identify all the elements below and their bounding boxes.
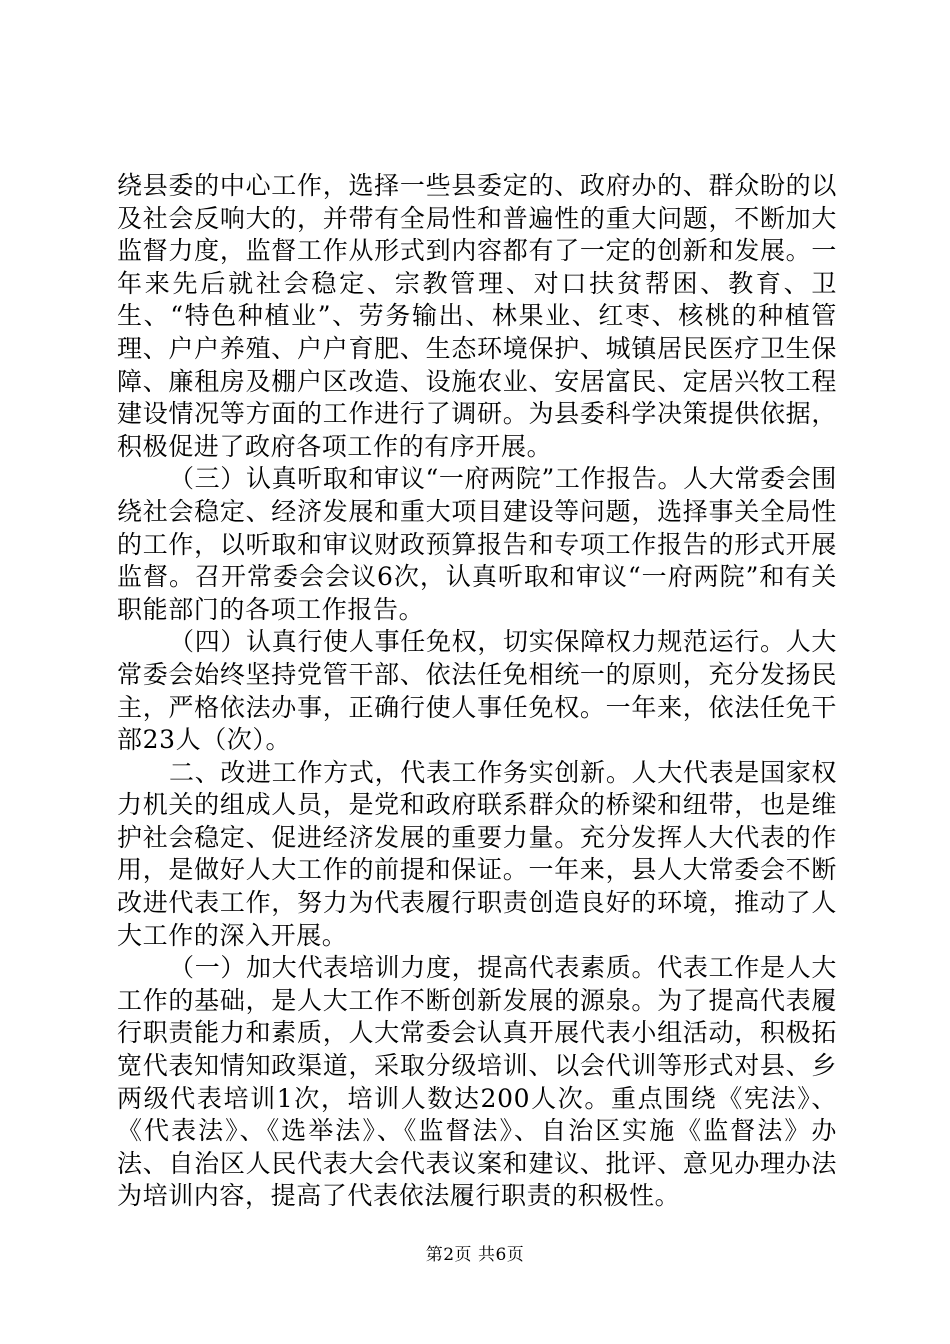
paragraph-part-2-section-1: （一）加大代表培训力度，提高代表素质。代表工作是人大工作的基础，是人大工作不断创新发展的源泉。为了提高代表履行职责能力和素质，人大常委会认真开展代表小组活动，积极拓宽代表知情知政渠道，采取分级培训、以会代训等形式对县、乡两级代表培训1次，培训人数达200人次。重点围绕《宪法》、《代表法》、《选举法》、《监督法》、自治区实施《监督法》办法、自治区人民代表大会代表议案和建议、批评、意见办理办法为培训内容，提高了代表依法履行职责的积极性。 bbox=[117, 953, 837, 1211]
paragraph-section-4: （四）认真行使人事任免权，切实保障权力规范运行。人大常委会始终坚持党管干部、依法任免相统一的原则，充分发扬民主，严格依法办事，正确行使人事任免权。一年来，依法任免干部23人（次）。 bbox=[117, 627, 837, 755]
paragraph-section-3: （三）认真听取和审议“一府两院”工作报告。人大常委会围绕社会稳定、经济发展和重大项目建设等问题，选择事关全局性的工作，以听取和审议财政预算报告和专项工作报告的形式开展监督。召开常委会会议6次，认真听取和审议“一府两院”和有关职能部门的各项工作报告。 bbox=[117, 464, 837, 624]
paragraph-continuation: 绕县委的中心工作，选择一些县委定的、政府办的、群众盼的以及社会反响大的，并带有全局性和普遍性的重大问题，不断加大监督力度，监督工作从形式到内容都有了一定的创新和发展。一年来先后就社会稳定、宗教管理、对口扶贫帮困、教育、卫生、“特色种植业”、劳务输出、林果业、红枣、核桃的种植管理、户户养殖、户户育肥、生态环境保护、城镇居民医疗卫生保障、廉租房及棚户区改造、设施农业、安居富民、定居兴牧工程建设情况等方面的工作进行了调研。为县委科学决策提供依据，积极促进了政府各项工作的有序开展。 bbox=[117, 171, 837, 461]
page-number-footer: 第2页 共6页 bbox=[425, 1245, 525, 1265]
document-body bbox=[117, 170, 837, 1213]
paragraph-part-2: 二、改进工作方式，代表工作务实创新。人大代表是国家权力机关的组成人员，是党和政府联系群众的桥梁和纽带，也是维护社会稳定、促进经济发展的重要力量。充分发挥人大代表的作用，是做好人大工作的前提和保证。一年来，县人大常委会不断改进代表工作，努力为代表履行职责创造良好的环境，推动了人大工作的深入开展。 bbox=[117, 757, 837, 950]
